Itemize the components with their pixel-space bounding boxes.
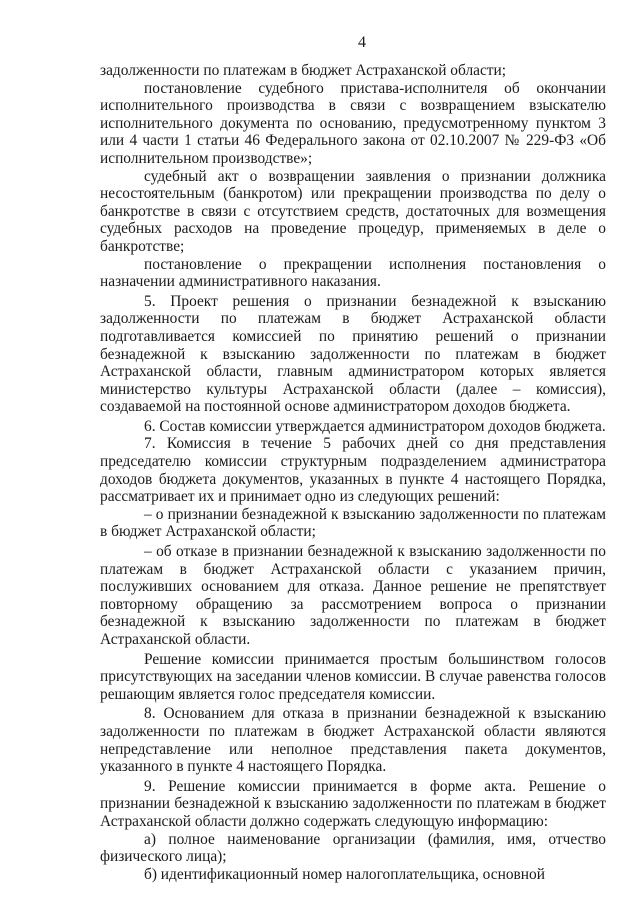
document-body xyxy=(100,62,606,883)
paragraph: задолженности по платежам в бюджет Астраханской области; xyxy=(100,62,507,79)
paragraph: постановление судебного пристава-исполнителя об окончании исполнительного производства в связи с возвращением взыскателю исполнительного документа по основанию, предусмотренному пунктом 3 или 4 части 1 статьи 46 Федерального закона от 02.10.2007 № 229-ФЗ «Об исполнительном производстве»; xyxy=(100,79,606,167)
paragraph: 5. Проект решения о признании безнадежной к взысканию задолженности по платежам в бюджет Астраханской области подготавливается комиссией по принятию решений о признании безнадежной к взысканию задолженности по платежам в бюджет Астраханской области, главным администратором которых является министерство культуры Астраханской области (далее – комиссия), создаваемой на постоянной основе администратором доходов бюджета. xyxy=(100,292,606,416)
paragraph: судебный акт о возвращении заявления о признании должника несостоятельным (банкротом) или прекращении производства по делу о банкротстве в связи с отсутствием средств, достаточных для возмещения судебных расходов на проведение процедур, применяемых в деле о банкротстве; xyxy=(100,167,606,255)
paragraph: 8. Основанием для отказа в признании безнадежной к взысканию задолженности по платежам в бюджет Астраханской области являются непредставление или неполное представления пакета документов, указанного в пункте 4 настоящего Порядка. xyxy=(100,705,606,776)
paragraph: 6. Состав комиссии утверждается администратором доходов бюджета. xyxy=(144,417,606,435)
paragraph: Решение комиссии принимается простым большинством голосов присутствующих на заседании членов комиссии. В случае равенства голосов решающим является голос председателя комиссии. xyxy=(100,650,606,703)
page-number: 4 xyxy=(358,34,366,51)
paragraph: б) идентификационный номер налогоплательщика, основной xyxy=(144,865,545,883)
paragraph: а) полное наименование организации (фамилия, имя, отчество физического лица); xyxy=(100,830,606,866)
paragraph: 7. Комиссия в течение 5 рабочих дней со дня представления председателю комиссии структурным подразделением администратора доходов бюджета документов, указанных в пункте 4 настоящего Порядка, рассматривает их и принимает одно из следующих решений: xyxy=(100,435,606,506)
paragraph: – о признании безнадежной к взысканию задолженности по платежам в бюджет Астраханской области; xyxy=(100,505,606,541)
paragraph: 9. Решение комиссии принимается в форме акта. Решение о признании безнадежной к взысканию задолженности по платежам в бюджет Астраханской области должно содержать следующую информацию: xyxy=(100,777,606,830)
paragraph: постановление о прекращении исполнения постановления о назначении административного наказания. xyxy=(100,255,606,291)
paragraph: – об отказе в признании безнадежной к взысканию задолженности по платежам в бюджет Астраханской области с указанием причин, послуживших основанием для отказа. Данное решение не препятствует повторному обращению за рассмотрением вопроса о признании безнадежной к взысканию задолженности по платежам в бюджет Астраханской области. xyxy=(100,543,606,648)
